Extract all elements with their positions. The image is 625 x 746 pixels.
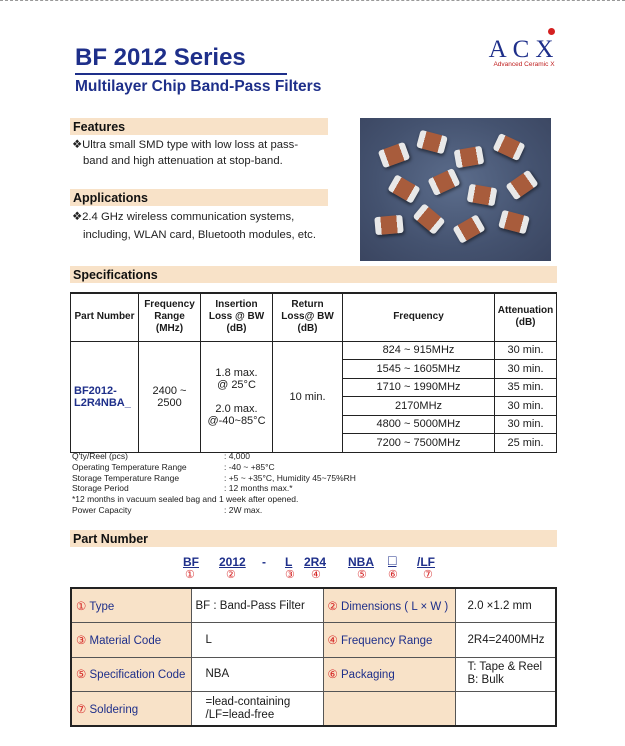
circle-2: ② [226, 569, 236, 581]
power-label: Power Capacity [72, 504, 132, 515]
st-temp-label: Storage Temperature Range [72, 472, 180, 483]
st-period-value: : 12 months max.* [224, 483, 293, 494]
header-frequency: Frequency [343, 293, 495, 341]
applications-line-2: including, WLAN card, Bluetooth modules, etc. [83, 229, 316, 241]
applications-heading: Applications [70, 189, 328, 206]
spec-part-number: BF2012- L2R4NBA_ [71, 341, 139, 452]
atten-value: 30 min. [495, 415, 557, 434]
pn-label-frequency: ④ Frequency Range [323, 623, 455, 658]
header-insertion-loss: Insertion Loss @ BW (dB) [201, 293, 273, 341]
logo-dot-icon [548, 28, 555, 35]
atten-freq: 7200 ~ 7500MHz [343, 434, 495, 453]
pn-value-frequency: 2R4=2400MHz [455, 623, 556, 658]
circle-1: ① [185, 569, 195, 581]
atten-freq: 1545 ~ 1605MHz [343, 360, 495, 379]
pn-value-empty [455, 692, 556, 727]
atten-value: 30 min. [495, 360, 557, 379]
code-specification: NBA [348, 555, 374, 569]
logo-subtext: Advanced Ceramic X [493, 61, 555, 68]
product-photo [360, 118, 551, 261]
st-period-label: Storage Period [72, 483, 129, 494]
features-line-2: band and high attenuation at stop-band. [83, 155, 283, 167]
atten-value: 30 min. [495, 341, 557, 360]
header-frequency-range: Frequency Range (MHz) [139, 293, 201, 341]
atten-freq: 2170MHz [343, 397, 495, 416]
atten-freq: 4800 ~ 5000MHz [343, 415, 495, 434]
circle-5: ⑤ [357, 569, 367, 581]
spec-notes [72, 451, 356, 516]
qty-value: : 4,000 [224, 451, 250, 461]
acx-logo [484, 36, 564, 68]
part-number-table [70, 587, 557, 727]
spec-insertion-loss: 1.8 max. @ 25°C 2.0 max. @-40~85°C [201, 341, 273, 452]
features-line-1: ❖Ultra small SMD type with low loss at pass- [72, 139, 299, 151]
atten-value: 25 min. [495, 434, 557, 453]
pn-value-packaging: T: Tape & Reel B: Bulk [455, 657, 556, 692]
pn-label-packaging: ⑥ Packaging [323, 657, 455, 692]
logo-text: ACX [488, 36, 560, 63]
table-row [71, 692, 556, 727]
pn-value-type: BF : Band-Pass Filter [191, 588, 323, 623]
specifications-table [70, 292, 557, 453]
code-dash: - [262, 555, 266, 569]
part-number-heading: Part Number [70, 530, 557, 547]
header-attenuation: Attenuation (dB) [495, 293, 557, 341]
st-temp-value: : +5 ~ +35°C, Humidity 45~75%RH [224, 472, 356, 483]
qty-label: Q'ty/Reel (pcs) [72, 451, 128, 461]
power-value: : 2W max. [224, 504, 263, 515]
circle-4: ④ [311, 569, 321, 581]
atten-value: 35 min. [495, 378, 557, 397]
atten-freq: 824 ~ 915MHz [343, 341, 495, 360]
spec-return-loss: 10 min. [273, 341, 343, 452]
specifications-heading: Specifications [70, 266, 557, 283]
code-frequency: 2R4 [304, 555, 327, 569]
applications-line-1: ❖2.4 GHz wireless communication systems, [72, 211, 295, 223]
features-heading: Features [70, 118, 328, 135]
pn-label-dimensions: ② Dimensions ( L × W ) [323, 588, 455, 623]
pn-value-dimensions: 2.0 ×1.2 mm [455, 588, 556, 623]
table-row [71, 588, 556, 623]
top-dashed-line [0, 0, 625, 1]
pn-label-soldering: ⑦ Soldering [71, 692, 191, 727]
pn-value-specification: NBA [191, 657, 323, 692]
page-title: BF 2012 Series [75, 44, 246, 71]
op-temp-value: : -40 ~ +85°C [224, 461, 275, 472]
header-return-loss: Return Loss@ BW (dB) [273, 293, 343, 341]
storage-footnote: *12 months in vacuum sealed bag and 1 week after opened. [72, 494, 299, 505]
code-soldering: /LF [417, 555, 435, 569]
pn-label-empty [323, 692, 455, 727]
code-packaging: □ [388, 552, 397, 568]
circle-7: ⑦ [423, 569, 433, 581]
table-row [71, 623, 556, 658]
code-type: BF [183, 555, 199, 569]
header-part-number: Part Number [71, 293, 139, 341]
op-temp-label: Operating Temperature Range [72, 461, 187, 472]
code-dimensions: 2012 [219, 555, 246, 569]
atten-freq: 1710 ~ 1990MHz [343, 378, 495, 397]
table-row [71, 657, 556, 692]
title-underline [75, 73, 287, 75]
atten-value: 30 min. [495, 397, 557, 416]
pn-label-type: ① Type [71, 588, 191, 623]
pn-label-material: ③ Material Code [71, 623, 191, 658]
pn-value-soldering: =lead-containing /LF=lead-free [191, 692, 323, 727]
code-material: L [285, 555, 293, 569]
circle-6: ⑥ [388, 569, 398, 581]
page-subtitle: Multilayer Chip Band-Pass Filters [75, 78, 322, 95]
pn-value-material: L [191, 623, 323, 658]
circle-3: ③ [285, 569, 295, 581]
pn-label-specification: ⑤ Specification Code [71, 657, 191, 692]
spec-freq-range: 2400 ~ 2500 [139, 341, 201, 452]
